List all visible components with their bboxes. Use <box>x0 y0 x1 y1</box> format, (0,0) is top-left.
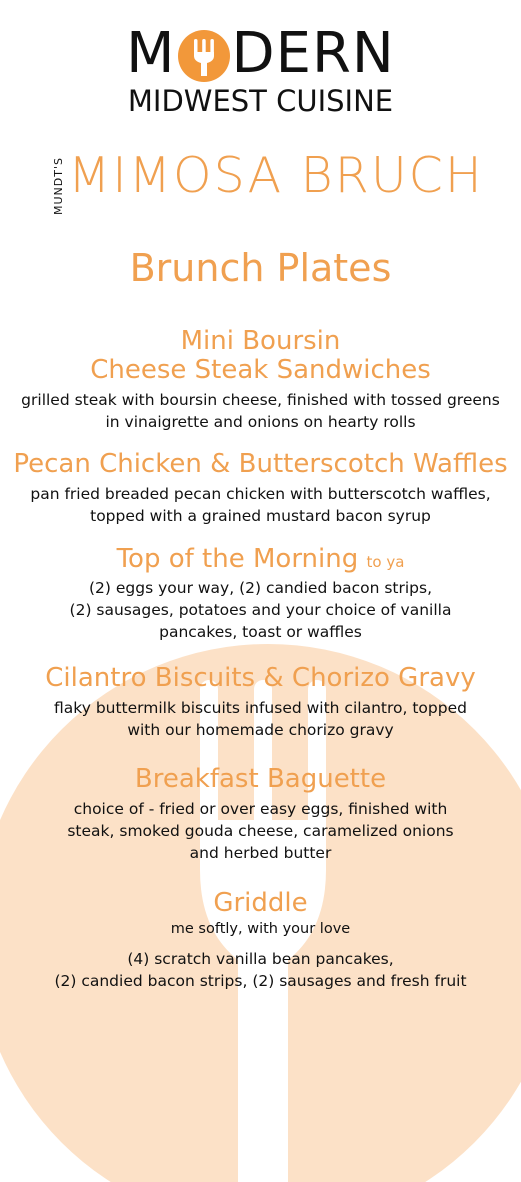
logo <box>0 21 521 118</box>
item-title: Cilantro Biscuits & Chorizo Gravy <box>45 663 476 693</box>
menu-item-pecan-chicken <box>0 450 521 527</box>
item-subtitle: me softly, with your love <box>170 921 351 937</box>
menu-item-griddle <box>0 889 521 992</box>
logo-tagline: MIDWEST CUISINE <box>127 84 394 118</box>
fork-in-circle-icon <box>178 30 230 82</box>
page-title: MIMOSA BRUCH <box>68 147 484 204</box>
item-desc-line1: (2) eggs your way, (2) candied bacon strips, <box>88 579 433 597</box>
logo-letters-dern: DERN <box>231 21 395 86</box>
owner-label: MUNDT'S <box>52 157 65 215</box>
item-title: Top of the Morning <box>116 544 359 574</box>
logo-wordmark <box>126 21 395 86</box>
menu-item-breakfast-baguette <box>0 765 521 864</box>
item-desc-line1: choice of - fried or over easy eggs, finished with <box>73 800 448 818</box>
item-desc-line2: topped with a grained mustard bacon syrup <box>90 507 431 525</box>
item-desc-line3: pancakes, toast or waffles <box>159 623 362 641</box>
item-title-line2: Cheese Steak Sandwiches <box>90 355 431 385</box>
logo-letter-m: M <box>126 21 176 86</box>
item-desc-line1: (4) scratch vanilla bean pancakes, <box>127 950 394 968</box>
section-title: Brunch Plates <box>129 246 392 290</box>
item-desc-line2: (2) sausages, potatoes and your choice of vanilla <box>69 601 452 619</box>
item-title: Pecan Chicken & Butterscotch Waffles <box>13 449 508 479</box>
item-desc-line1: flaky buttermilk biscuits infused with cilantro, topped <box>54 699 467 717</box>
item-desc-line1: pan fried breaded pecan chicken with butterscotch waffles, <box>30 485 491 503</box>
menu-item-cilantro-biscuits <box>0 664 521 741</box>
item-title: Griddle <box>213 888 308 918</box>
item-title-row <box>0 545 521 577</box>
item-desc-line3: and herbed butter <box>189 844 332 862</box>
item-title-suffix: to ya <box>366 553 405 571</box>
menu-title <box>52 145 500 215</box>
item-title-line1: Mini Boursin <box>180 326 341 356</box>
item-desc-line2: with our homemade chorizo gravy <box>127 721 394 739</box>
item-desc-line1: grilled steak with boursin cheese, finished with tossed greens <box>21 391 500 409</box>
menu-item-top-of-the-morning <box>0 545 521 643</box>
item-desc-line2: steak, smoked gouda cheese, caramelized onions <box>67 822 454 840</box>
menu-item-boursin <box>0 327 521 433</box>
item-desc-line2: in vinaigrette and onions on hearty rolls <box>105 413 416 431</box>
item-desc-line2: (2) candied bacon strips, (2) sausages and fresh fruit <box>54 972 467 990</box>
item-title: Breakfast Baguette <box>134 764 387 794</box>
